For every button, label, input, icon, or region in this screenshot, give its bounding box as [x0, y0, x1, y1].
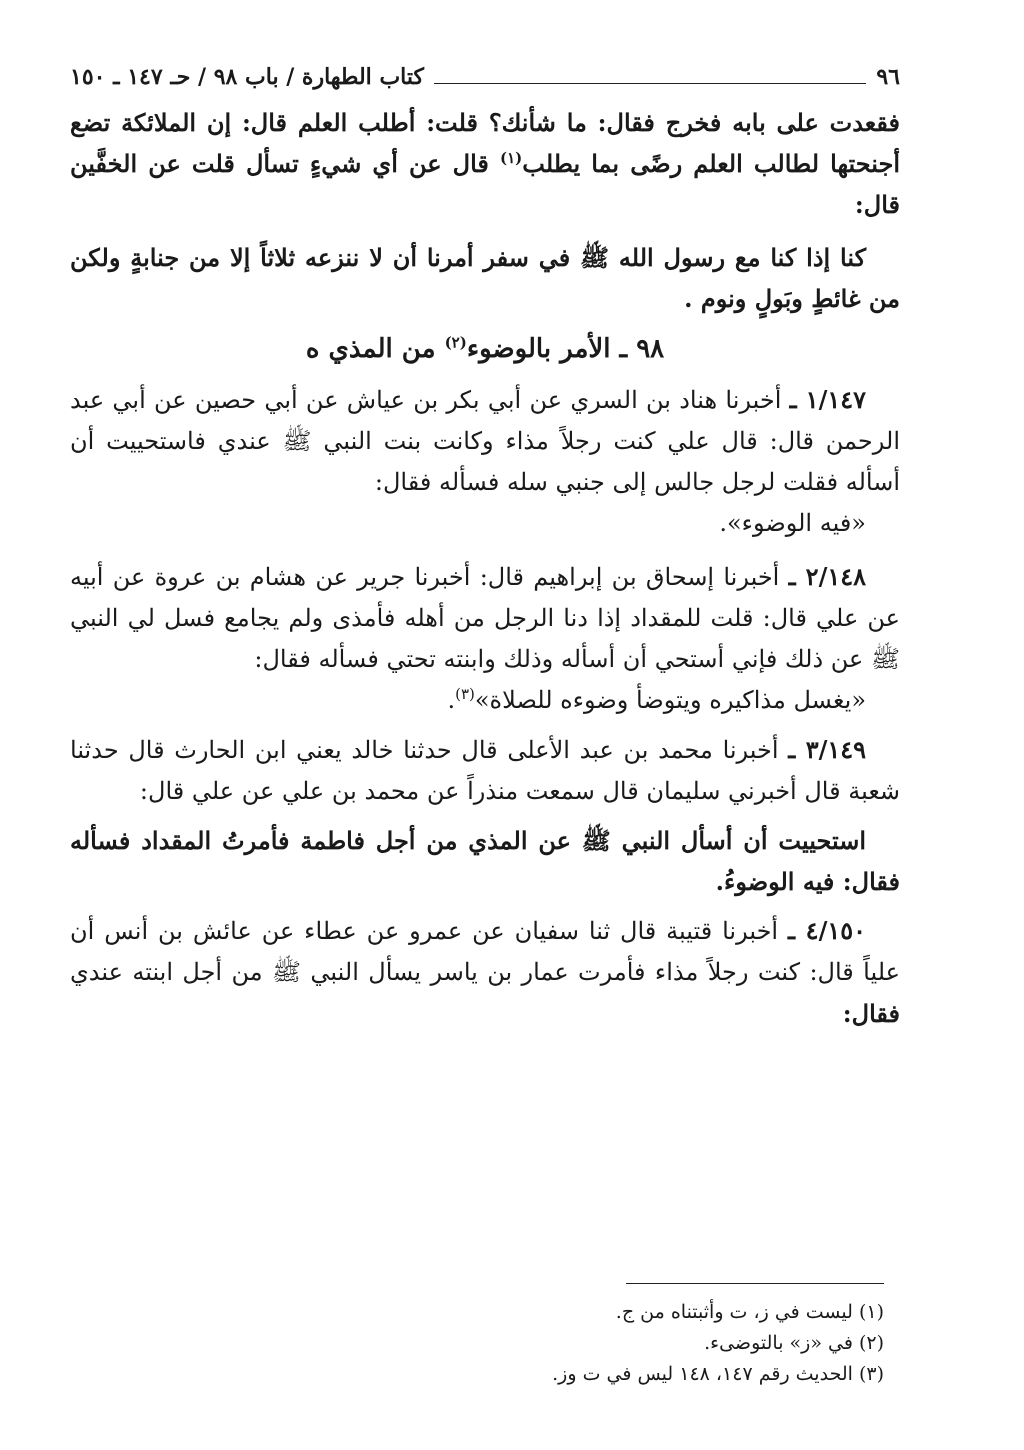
hadith-150	[70, 910, 900, 1035]
footnote-ref: (٣)	[455, 685, 475, 703]
quote-text: «يغسل مذاكيره ويتوضأ وضوءه للصلاة»	[474, 686, 866, 714]
footnote-rule	[626, 1283, 884, 1284]
quote-text: استحييت أن أسأل النبي ﷺ عن المذي من أجل فاطمة فأمرتُ المقداد فسأله فقال:	[70, 826, 900, 896]
hadith-quote	[70, 820, 900, 902]
footnote-ref: (١)	[499, 149, 523, 167]
footnote-3: (٣) الحديث رقم ١٤٧، ١٤٨ ليس في ت وز.	[552, 1363, 884, 1385]
running-title: كتاب الطهارة / باب ٩٨ / حـ ١٤٧ ـ ١٥٠	[70, 64, 424, 90]
section-title	[70, 327, 900, 371]
quote-end: .	[447, 686, 456, 714]
header-rule	[434, 83, 866, 84]
hadith-text: أخبرنا هناد بن السري عن أبي بكر بن عياش عن أبي حصين عن أبي عبد الرحمن قال: قال علي كنت رجلاً مذاء وكانت بنت النبي ﷺ عندي فاستحييت أن أسأله فقلت لرجل جالس إلى جنبي سله فسأله فقال:	[70, 386, 900, 496]
hadith-number: ٢/١٤٨ ـ	[788, 562, 866, 591]
section-title-text: ٩٨ ـ الأمر بالوضوء	[466, 334, 665, 364]
paragraph-text: قال عن أي شيءٍ تسأل قلت عن الخفَّين قال:	[70, 149, 900, 219]
hadith-text: أخبرنا قتيبة قال ثنا سفيان عن عمرو عن عطاء عن عائش بن أنس أن علياً قال: كنت رجلاً مذاء فأمرت عمار بن ياسر يسأل النبي ﷺ من أجل ابنته عندي	[70, 917, 900, 986]
hadith-text-end: فقال:	[842, 999, 900, 1028]
quote-text: فيه الوضوءُ.	[715, 867, 835, 896]
hadith-149	[70, 729, 900, 812]
footnote-2: (٢) في «ز» بالتوضىء.	[704, 1332, 884, 1354]
body-text	[70, 102, 900, 1035]
footnote-ref: (٢)	[444, 333, 467, 352]
section-title-text: من المذي ه	[305, 334, 436, 364]
page-number: ٩٦	[876, 64, 900, 90]
paragraph-quote: كنا إذا كنا مع رسول الله ﷺ في سفر أمرنا أن لا ننزعه ثلاثاً إلا من جنابةٍ ولكن من غائطٍ وبَولٍ ونوم .	[70, 243, 900, 313]
footnotes	[384, 1297, 884, 1390]
hadith-text: أخبرنا محمد بن عبد الأعلى قال حدثنا خالد يعني ابن الحارث قال حدثنا شعبة قال أخبرني سليمان قال سمعت منذراً عن محمد بن علي عن علي قال:	[70, 736, 900, 805]
page-content	[70, 62, 900, 1035]
paragraph-text: فقعدت على بابه فخرج فقال: ما شأنك؟ قلت: أطلب العلم قال: إن الملائكة تضع أجنحتها لطالب العلم رضًى بما يطلب	[70, 108, 901, 178]
hadith-number: ٤/١٥٠ ـ	[788, 916, 866, 945]
hadith-number: ٣/١٤٩ ـ	[788, 735, 867, 764]
running-header	[70, 62, 900, 92]
paragraph-continuation	[70, 102, 900, 225]
hadith-text: أخبرنا إسحاق بن إبراهيم قال: أخبرنا جرير عن هشام بن عروة عن أبيه عن علي قال: قلت للمقداد إذا دنا الرجل من أهله فأمذى ولم يجامع فسل لي النبي ﷺ عن ذلك فإني أستحي أن أسأله وذلك وابنته تحتي فسأله فقال:	[70, 563, 900, 673]
hadith-quote: «فيه الوضوء».	[719, 509, 866, 537]
footnote-1: (١) ليست في ز، ت وأثبتناه من ج.	[615, 1301, 884, 1323]
hadith-quote	[70, 680, 900, 721]
hadith-number: ١/١٤٧ ـ	[789, 385, 866, 414]
hadith-147	[70, 379, 900, 503]
hadith-148	[70, 556, 900, 680]
